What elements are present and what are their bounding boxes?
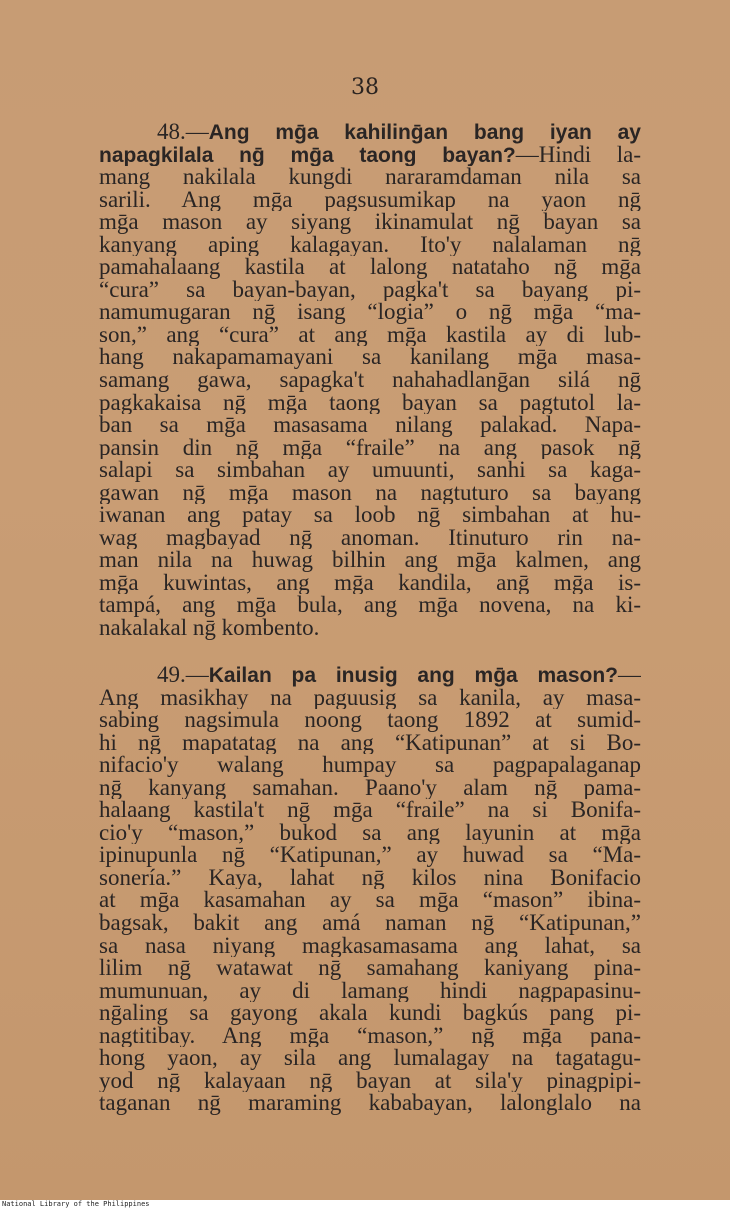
text-line: mḡa mason ay siyang ikinamulat nḡ bayan sa	[99, 211, 641, 234]
question-49-title: Kailan pa inusig ang mḡa mason?	[208, 664, 618, 687]
question-49-dash: —	[185, 664, 209, 687]
text-line: Ang masikhay na paguusig sa kanila, ay masa-	[99, 686, 641, 710]
text-line: nakalakal nḡ kombento.	[99, 617, 320, 640]
text-line: man nila na huwag bilhin ang mḡa kalmen, ang	[99, 549, 641, 572]
text-line: tampá, ang mḡa bula, ang mḡa novena, na ki-	[99, 594, 641, 618]
text-line: sa nasa niyang magkasamasama ang lahat, sa	[99, 934, 641, 958]
library-credit: National Library of the Philippines	[2, 1200, 150, 1208]
text-line: gawan nḡ mḡa mason na nagtuturo sa bayang	[99, 481, 641, 505]
text-line: nḡaling sa gayong akala kundi bagkús pang pi-	[99, 1002, 641, 1025]
text-line: hi nḡ mapatatag na ang “Katipunan” at si Bo-	[99, 731, 641, 755]
question-49-trailing-dash: —	[618, 664, 641, 687]
text-line: “cura” sa bayan-bayan, pagka't sa bayang pi-	[99, 278, 641, 302]
text-line: namumugaran nḡ isang “logia” o nḡ mḡa “ma-	[99, 301, 641, 324]
question-48-heading-line-2	[99, 144, 641, 167]
text-line: cio'y “mason,” bukod sa ang layunin at mḡa	[99, 821, 641, 845]
question-49-heading-line	[99, 664, 641, 687]
text-line: pamahalaang kastila at lalong natataho nḡ mḡa	[99, 256, 641, 279]
question-49-paragraph	[99, 664, 641, 1115]
text-line: nifacio'y walang humpay sa pagpapalaganap	[99, 754, 641, 777]
text-line: pansin din nḡ mḡa “fraile” na ang pasok nḡ	[99, 436, 641, 460]
text-line: son,” ang “cura” at ang mḡa kastila ay di lub-	[99, 323, 641, 347]
text-line: ipinupunla nḡ “Katipunan,” ay huwad sa “Ma-	[99, 844, 641, 867]
text-line: ban sa mḡa masasama nilang palakad. Napa-	[99, 414, 641, 437]
question-48-paragraph	[99, 121, 641, 640]
text-line: hang nakapamamayani sa kanilang mḡa masa-	[99, 346, 641, 370]
text-line: halaang kastila't nḡ mḡa “fraile” na si Bonifa-	[99, 799, 641, 822]
text-line: nagtitibay. Ang mḡa “mason,” nḡ mḡa pana-	[99, 1024, 641, 1048]
text-line: bagsak, bakit ang amá naman nḡ “Katipunan,”	[99, 912, 641, 935]
text-line: samang gawa, sapagka't nahahadlanḡan silá nḡ	[99, 369, 641, 392]
text-line: salapi sa simbahan ay umuunti, sanhi sa kaga-	[99, 459, 641, 482]
text-line: sabing nagsimula noong taong 1892 at sumid-	[99, 709, 641, 732]
text-line: wag magbayad nḡ anoman. Itinuturo rin na-	[99, 526, 641, 550]
question-48-answer-start: —Hindi la-	[515, 143, 641, 167]
text-line: mang nakilala kungdi nararamdaman nila sa	[99, 166, 641, 189]
text-line: lilim nḡ watawat nḡ samahang kaniyang pina-	[99, 957, 641, 980]
question-48-number: 48.	[157, 121, 186, 144]
text-line: taganan nḡ maraming kababayan, lalonglalo na	[99, 1092, 641, 1115]
text-line: mumunuan, ay di lamang hindi nagpapasinu-	[99, 979, 641, 1003]
text-line: at mḡa kasamahan ay sa mḡa “mason” ibina-	[99, 889, 641, 913]
question-48-title-line-1: Ang mḡa kahilinḡan bang iyan ay	[208, 121, 641, 144]
text-line: pagkakaisa nḡ mḡa taong bayan sa pagtutol la-	[99, 391, 641, 415]
question-48-heading-line-1	[99, 121, 641, 144]
text-line: nḡ kanyang samahan. Paano'y alam nḡ pama-	[99, 776, 641, 800]
text-line: iwanan ang patay sa loob nḡ simbahan at hu-	[99, 504, 641, 527]
text-line: sonería.” Kaya, lahat nḡ kilos nina Bonifacio	[99, 866, 641, 890]
question-48-dash: —	[185, 121, 209, 144]
question-48-title-line-2: napagkilala nḡ mḡa taong bayan?	[99, 143, 516, 167]
text-line: sarili. Ang mḡa pagsusumikap na yaon nḡ	[99, 188, 641, 212]
text-line: yod nḡ kalayaan nḡ bayan at sila'y pinagpipi-	[99, 1069, 641, 1093]
text-line: hong yaon, ay sila ang lumalagay na tagatagu-	[99, 1047, 641, 1070]
page-number: 38	[351, 75, 379, 100]
text-line: kanyang aping kalagayan. Ito'y nalalaman nḡ	[99, 233, 641, 257]
text-line: mḡa kuwintas, ang mḡa kandila, anḡ mḡa is-	[99, 571, 641, 595]
question-49-number: 49.	[157, 664, 186, 687]
